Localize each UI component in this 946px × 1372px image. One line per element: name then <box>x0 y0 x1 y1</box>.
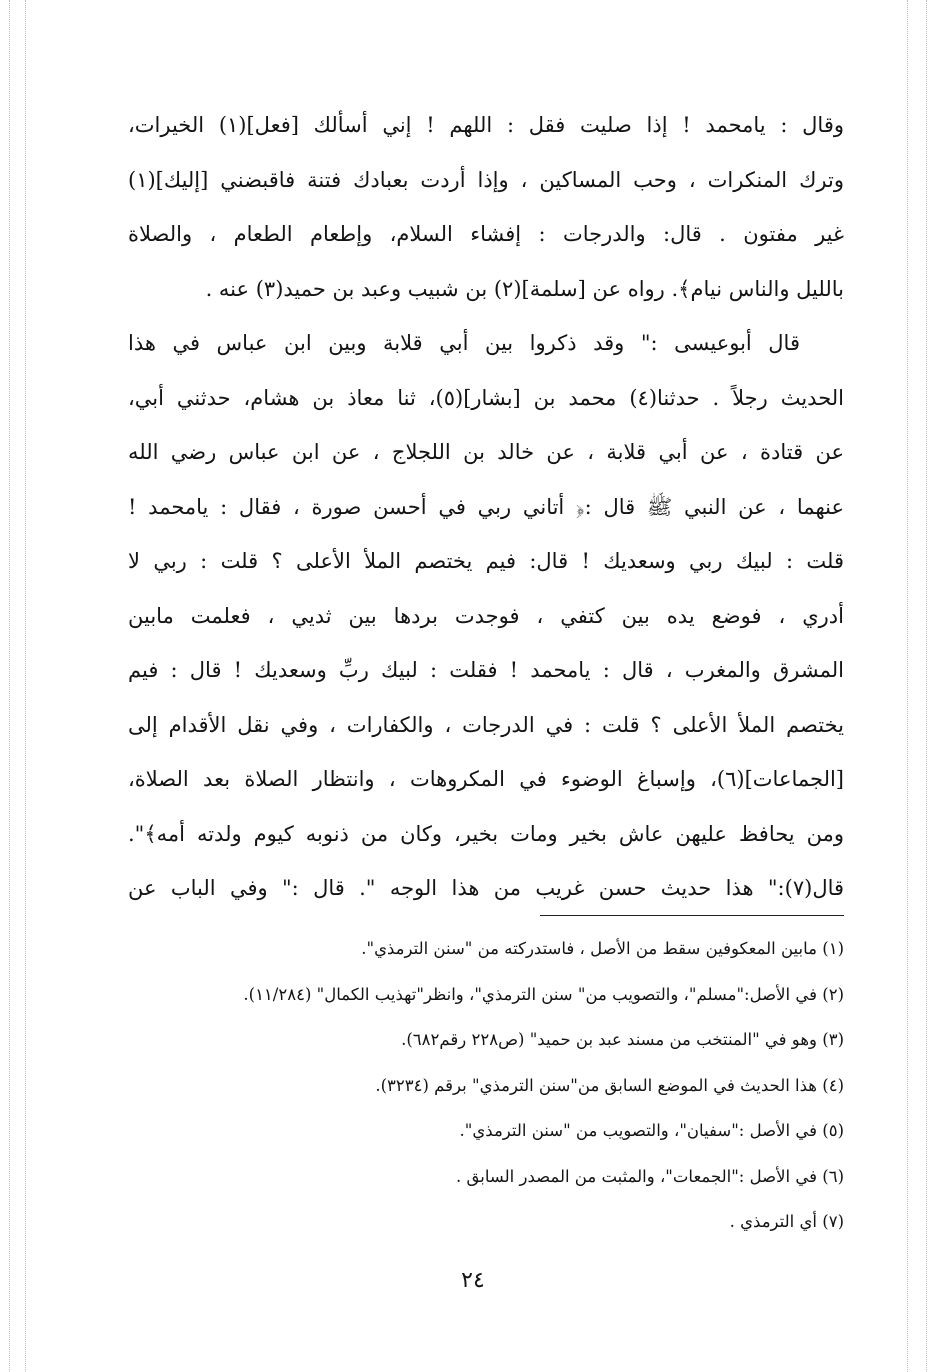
footnote: (٧) أي الترمذي . <box>729 1212 844 1231</box>
body-line: [الجماعات](٦)، وإسباغ الوضوء في المكروهات ، وانتظار الصلاة بعد الصلاة، <box>128 767 844 791</box>
scan-margin-guide <box>907 0 908 1372</box>
scan-margin-guide <box>9 0 10 1372</box>
body-line: قال(٧):" هذا حديث حسن غريب من هذا الوجه ". قال :" وفي الباب عن <box>128 876 844 900</box>
footnote: (٤) هذا الحديث في الموضع السابق من"سنن الترمذي" برقم (٣٢٣٤). <box>375 1075 844 1095</box>
page-number: ٢٤ <box>461 1268 485 1293</box>
body-line: الحديث رجلاً . حدثنا(٤) محمد بن [بشار](٥)، ثنا معاذ بن هشام، حدثني أبي، <box>128 385 844 410</box>
body-line: ومن يحافظ عليهن عاش بخير ومات بخير، وكان من ذنوبه كيوم ولدته أمه﴾". <box>128 821 844 846</box>
footnote: (١) مابين المعكوفين سقط من الأصل ، فاستدركته من "سنن الترمذي". <box>361 939 844 958</box>
body-line: قلت : لبيك ربي وسعديك ! قال: فيم يختصم الملأ الأعلى ؟ قلت : ربي لا <box>128 549 844 573</box>
scan-margin-guide <box>926 0 927 1372</box>
body-line: أدري ، فوضع يده بين كتفي ، فوجدت بردها بين ثديي ، فعلمت مابين <box>128 603 844 628</box>
footnote: (٢) في الأصل:"مسلم"، والتصويب من" سنن الترمذي"، وانظر"تهذيب الكمال" (١١/٢٨٤). <box>243 984 844 1004</box>
body-line: عن قتادة ، عن أبي قلابة ، عن خالد بن اللجلاج ، عن ابن عباس رضي الله <box>128 440 844 464</box>
body-line: وترك المنكرات ، وحب المساكين ، وإذا أردت بعبادك فتنة فاقبضني [إليك](١) <box>128 167 844 192</box>
body-line: قال أبوعيسى :" وقد ذكروا بين أبي قلابة وبين ابن عباس في هذا <box>128 331 800 355</box>
body-line: بالليل والناس نيام﴾. رواه عن [سلمة](٢) بن شبيب وعبد بن حميد(٣) عنه . <box>205 276 844 301</box>
body-line: عنهما ، عن النبي ﷺ قال :﴿ أتاني ربي في أحسن صورة ، فقال : يامحمد ! <box>128 494 844 519</box>
footnote: (٣) وهو في "المنتخب من مسند عبد بن حميد" (ص٢٢٨ رقم٦٨٢). <box>401 1030 844 1049</box>
body-line: المشرق والمغرب ، قال : يامحمد ! فقلت : لبيك ربِّ وسعديك ! قال : فيم <box>128 658 844 682</box>
footnote: (٥) في الأصل :"سفيان"، والتصويب من "سنن الترمذي". <box>459 1121 844 1140</box>
body-line: يختصم الملأ الأعلى ؟ قلت : في الدرجات ، والكفارات ، وفي نقل الأقدام إلى <box>128 712 844 737</box>
body-line: غير مفتون . قال: والدرجات : إفشاء السلام، وإطعام الطعام ، والصلاة <box>128 222 844 246</box>
body-line: وقال : يامحمد ! إذا صليت فقل : اللهم ! إني أسألك [فعل](١) الخيرات، <box>128 113 844 137</box>
footnote: (٦) في الأصل :"الجمعات"، والمثبت من المصدر السابق . <box>456 1166 844 1186</box>
footnotes-block <box>128 926 844 1245</box>
scan-margin-guide <box>25 0 26 1372</box>
footnote-separator <box>540 915 844 916</box>
main-text-block <box>128 98 844 916</box>
